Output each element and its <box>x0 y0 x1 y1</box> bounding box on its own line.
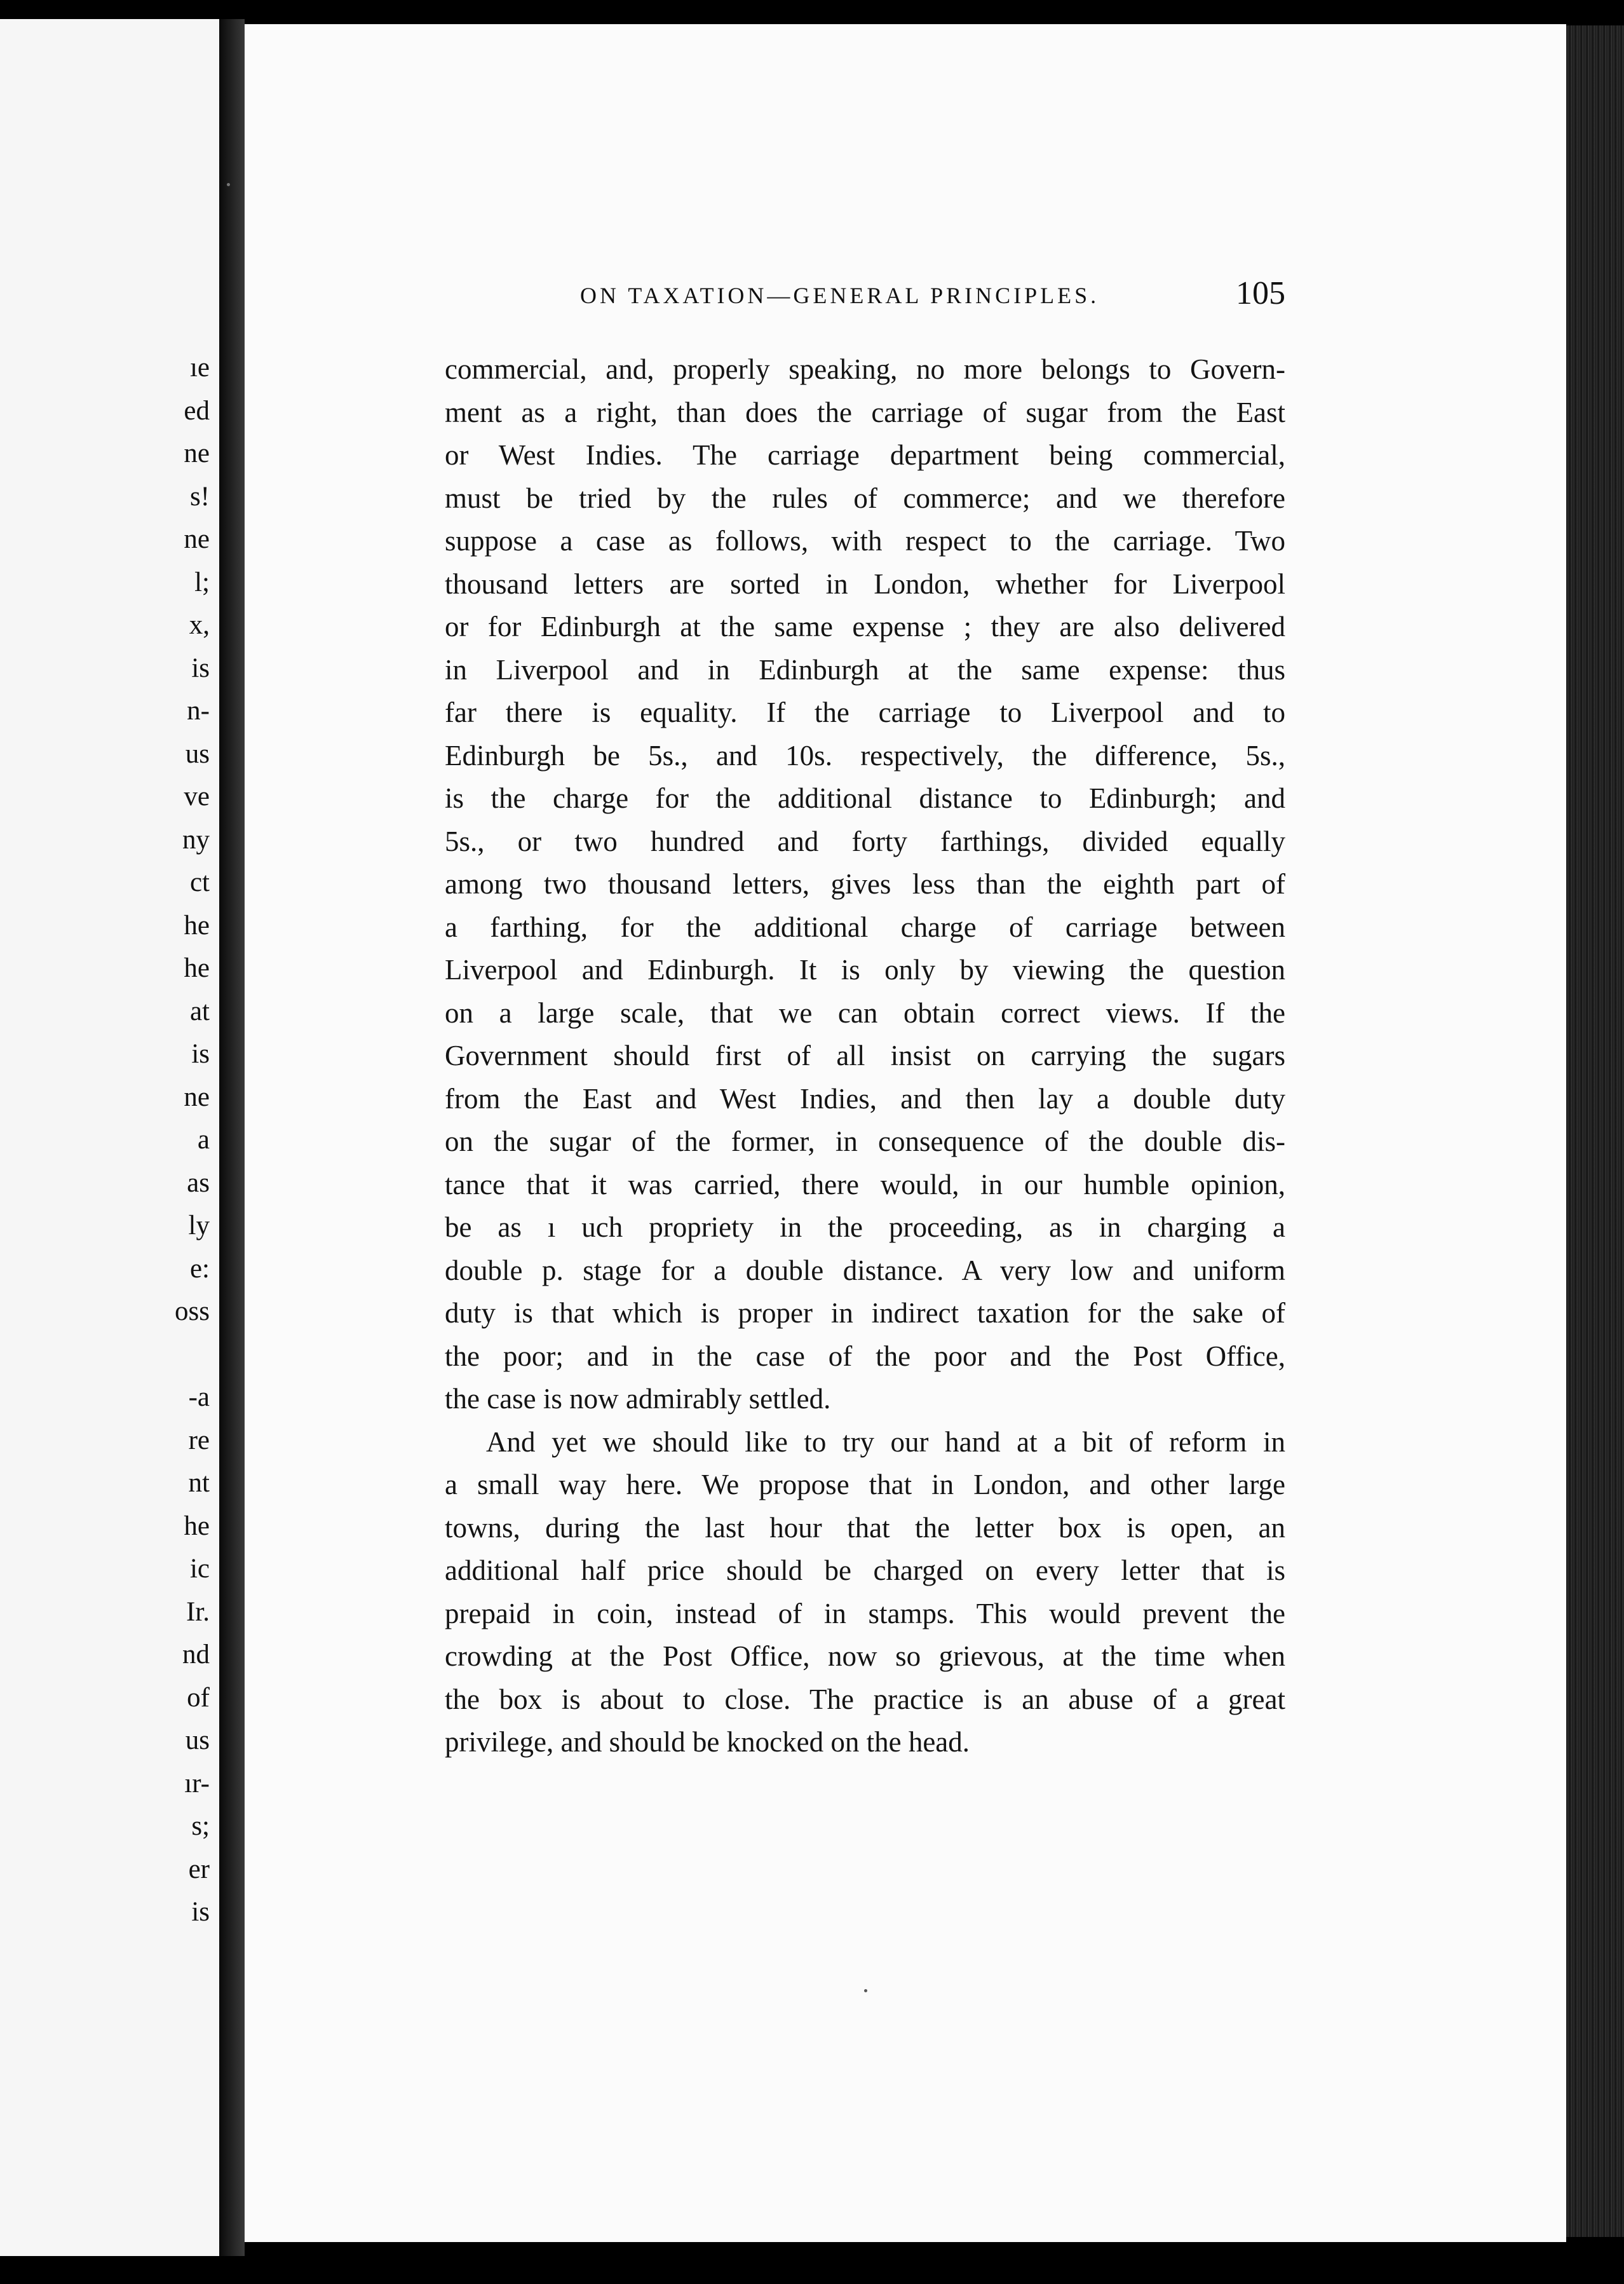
text-line: additional half price should be charged on every letter that is <box>445 1554 1285 1586</box>
text-line: suppose a case as follows, with respect to the carriage. Two <box>445 525 1285 557</box>
facing-page-fragment: x, <box>189 610 210 640</box>
text-line: crowding at the Post Office, now so grievous, at the time when <box>445 1640 1285 1672</box>
facing-page-fragment: ne <box>184 1082 210 1112</box>
text-line: double p. stage for a double distance. A very low and uniform <box>445 1254 1285 1286</box>
facing-page-fragment: ıe <box>189 353 210 383</box>
text-line: a small way here. We propose that in London, and other large <box>445 1469 1285 1500</box>
text-line: the poor; and in the case of the poor and the Post Office, <box>445 1340 1285 1372</box>
facing-page-fragment: ed <box>184 395 210 426</box>
facing-page-fragment: at <box>189 996 210 1026</box>
facing-page-fragment: ny <box>182 824 210 855</box>
text-line: Edinburgh be 5s., and 10s. respectively, the difference, 5s., <box>445 739 1285 772</box>
facing-page-fragment: a <box>197 1125 210 1155</box>
text-line: in Liverpool and in Edinburgh at the same expense: thus <box>445 653 1285 686</box>
facing-page-fragment: -a <box>188 1382 210 1412</box>
facing-page-fragment: e: <box>189 1253 210 1284</box>
text-line: be as ı uch propriety in the proceeding, as in charging a <box>445 1211 1285 1243</box>
text-line: far there is equality. If the carriage to Liverpool and to <box>445 697 1285 728</box>
facing-page-fragment: nt <box>188 1468 210 1498</box>
text-line: towns, during the last hour that the letter box is open, an <box>445 1511 1285 1544</box>
running-header <box>580 275 1285 311</box>
facing-page-fragment: ve <box>184 782 210 812</box>
facing-page <box>0 19 219 2256</box>
facing-page-fragment: of <box>187 1682 210 1713</box>
facing-page-fragment: is <box>191 653 210 683</box>
facing-page-fragment: us <box>185 738 210 769</box>
text-line: is the charge for the additional distance to Edinburgh; and <box>445 782 1285 814</box>
facing-page-fragment: er <box>188 1854 210 1884</box>
paragraph <box>445 348 1285 1421</box>
text-line: the case is now admirably settled. <box>445 1383 831 1415</box>
facing-page-fragment: ır- <box>184 1768 210 1798</box>
text-line: on the sugar of the former, in consequence of the double dis- <box>445 1125 1285 1157</box>
paragraph <box>445 1421 1285 1764</box>
page-speck <box>864 1989 867 1992</box>
facing-page-fragment: re <box>188 1425 210 1455</box>
text-line: privilege, and should be knocked on the head. <box>445 1726 970 1758</box>
facing-page-fragment: oss <box>175 1296 210 1326</box>
facing-page-fragment: s! <box>189 481 210 512</box>
text-line: tance that it was carried, there would, in our humble opinion, <box>445 1168 1285 1200</box>
text-line: on a large scale, that we can obtain correct views. If the <box>445 996 1285 1029</box>
facing-page-fragment: is <box>191 1039 210 1069</box>
facing-page-text-edge <box>0 346 210 1934</box>
facing-page-fragment: ic <box>189 1554 210 1584</box>
facing-page-fragment: s; <box>191 1811 210 1841</box>
facing-page-fragment: he <box>184 910 210 941</box>
facing-page-fragment: he <box>184 1511 210 1541</box>
text-line: Government should first of all insist on carrying the sugars <box>445 1040 1285 1071</box>
text-line: prepaid in coin, instead of in stamps. This would prevent the <box>445 1597 1285 1629</box>
text-line: among two thousand letters, gives less than the eighth part of <box>445 868 1285 900</box>
page-number: 105 <box>1236 275 1285 311</box>
text-line: from the East and West Indies, and then lay a double duty <box>445 1082 1285 1115</box>
text-line: commercial, and, properly speaking, no more belongs to Govern- <box>445 353 1285 385</box>
facing-page-fragment <box>0 1333 210 1377</box>
running-title: ON TAXATION—GENERAL PRINCIPLES. <box>580 283 1100 308</box>
page-edges <box>1566 25 1624 2237</box>
facing-page-fragment: n- <box>187 696 210 726</box>
body-text <box>445 348 1285 1764</box>
facing-page-fragment: ne <box>184 438 210 468</box>
facing-page-fragment: he <box>184 953 210 983</box>
facing-page-fragment: Ir. <box>186 1596 210 1627</box>
text-line: duty is that which is proper in indirect taxation for the sake of <box>445 1297 1285 1329</box>
facing-page-fragment: ne <box>184 524 210 554</box>
facing-page-fragment: as <box>187 1167 210 1198</box>
text-line: Liverpool and Edinburgh. It is only by viewing the question <box>445 954 1285 986</box>
text-line: or for Edinburgh at the same expense ; they are also delivered <box>445 611 1285 642</box>
text-line: 5s., or two hundred and forty farthings, divided equally <box>445 825 1285 857</box>
facing-page-fragment: ly <box>188 1211 210 1241</box>
text-line: a farthing, for the additional charge of carriage between <box>445 911 1285 943</box>
text-line: must be tried by the rules of commerce; and we therefore <box>445 482 1285 514</box>
page-speck <box>227 183 230 186</box>
text-line: or West Indies. The carriage department being commercial, <box>445 439 1285 471</box>
facing-page-fragment: ct <box>189 867 210 897</box>
facing-page-fragment: is <box>191 1897 210 1927</box>
text-line: thousand letters are sorted in London, whether for Liverpool <box>445 568 1285 600</box>
facing-page-fragment: us <box>185 1725 210 1755</box>
text-line: the box is about to close. The practice is an abuse of a great <box>445 1683 1285 1715</box>
facing-page-fragment: nd <box>182 1640 210 1669</box>
text-line: ment as a right, than does the carriage of sugar from the East <box>445 396 1285 428</box>
facing-page-fragment: l; <box>194 567 210 597</box>
text-line: And yet we should like to try our hand at a bit of reform in <box>486 1425 1285 1458</box>
book-gutter <box>219 19 245 2256</box>
